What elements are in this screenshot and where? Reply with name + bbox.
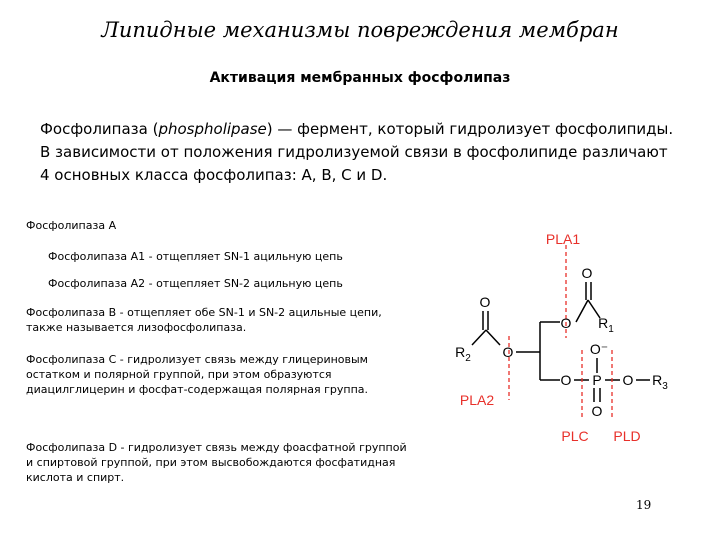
- r2-subscript: 2: [465, 353, 471, 364]
- plc-label: PLC: [561, 428, 589, 444]
- anionic-oxygen: O⁻: [589, 341, 609, 357]
- head-group-oxygen: O: [622, 372, 634, 388]
- class-c: Фосфолипаза С - гидролизует связь между глицериновым остатком и полярной группой, при этом образуются диацилглицерин и фосфат-содержащая полярная группа.: [26, 353, 369, 396]
- slide-title: Липидные механизмы повреждения мембран: [101, 18, 619, 42]
- intro-latin-term: phospholipase: [158, 120, 267, 138]
- r1-group: [598, 315, 614, 335]
- intro-paragraph: [40, 118, 680, 187]
- glycerol-phosphate-oxygen: O: [560, 372, 572, 388]
- class-a1: Фосфолипаза А1 - отщепляет SN-1 ацильную цепь: [48, 250, 343, 263]
- carbonyl-oxygen-2: O: [479, 294, 491, 310]
- class-d: Фосфолипаза D - гидролизует связь между фоасфатной группой и спиртовой группой, при этом высвобождаются фосфатидная кислота и спирт.: [26, 441, 407, 484]
- r2-letter: R: [455, 344, 466, 360]
- phospholipid-diagram: [430, 226, 710, 456]
- r1-subscript: 1: [608, 324, 614, 335]
- r3-group: [652, 372, 668, 392]
- ester-oxygen-1: O: [560, 315, 572, 331]
- class-b: Фосфолипаза В - отщепляет обе SN-1 и SN-2 ацильные цепи, также называется лизофосфолипаза.: [26, 306, 382, 334]
- intro-text-start: Фосфолипаза (: [40, 120, 159, 138]
- phosphoryl-oxygen: O: [591, 403, 603, 419]
- pld-label: PLD: [613, 428, 641, 444]
- slide-subtitle: Активация мембранных фосфолипаз: [209, 70, 511, 86]
- pla1-label: PLA1: [545, 231, 581, 247]
- r2-group: [455, 344, 471, 364]
- pla2-label: PLA2: [459, 392, 495, 408]
- r1-letter: R: [598, 315, 609, 331]
- ester-oxygen-2: O: [502, 344, 514, 360]
- page-number: 19: [636, 498, 652, 512]
- class-a2: Фосфолипаза А2 - отщепляет SN-2 ацильную цепь: [48, 277, 343, 290]
- phosphorus-atom: P: [592, 372, 602, 388]
- r3-letter: R: [652, 372, 663, 388]
- class-a: Фосфолипаза А: [26, 219, 117, 232]
- r3-subscript: 3: [662, 381, 668, 392]
- carbonyl-oxygen-1: O: [581, 265, 593, 281]
- intro-text-end: ) — фермент, который гидролизует фосфолипиды. В зависимости от положения гидролизуемой связи в фосфолипиде различают 4 основных класса фосфолипаз: A, B, C и D.: [40, 120, 674, 184]
